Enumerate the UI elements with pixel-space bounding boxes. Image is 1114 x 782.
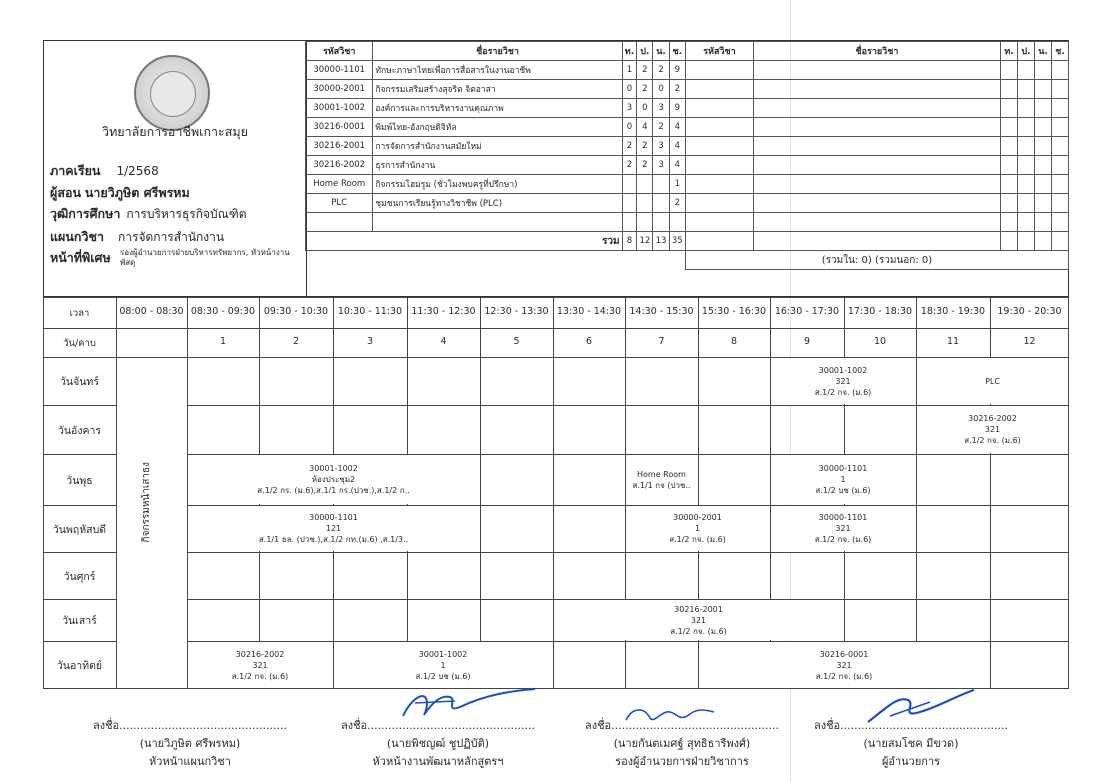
signer-name: (นายกันตเมศฐ์ สุทธิธารีพงศ์) xyxy=(613,737,751,750)
subject-p: 0 xyxy=(637,99,653,118)
period-number: 7 xyxy=(658,336,665,347)
day-label: วันเสาร์ xyxy=(62,615,97,627)
class-block-line: 30001-1002 xyxy=(818,365,868,375)
subject-code: 30216-0001 xyxy=(306,118,373,137)
signer-name: (นายพิชญฒ์ ชูปฏิบัติ) xyxy=(386,737,490,750)
empty-subject-row xyxy=(686,156,1069,175)
period-number: 6 xyxy=(585,336,593,347)
subject-c: 4 xyxy=(669,137,685,156)
class-block-line: ส.1/2 กจ. (ม.6) xyxy=(669,535,726,544)
sign-line: ลงชื่อ................................................ xyxy=(584,719,780,732)
subject-t: 3 xyxy=(622,99,637,118)
grid-line xyxy=(990,297,991,689)
subject-p: 2 xyxy=(637,156,653,175)
class-block-line: ส.1/1 กจ (ปวช.. xyxy=(632,480,691,490)
time-slot: 16:30 - 17:30 xyxy=(774,306,840,317)
total-row: รวม 8 12 13 35 xyxy=(306,232,686,251)
subject-c: 2 xyxy=(669,194,685,213)
grid-line xyxy=(116,297,117,689)
subject-p xyxy=(637,175,653,194)
signer-name: (นายสมโชค มีขวด) xyxy=(863,737,959,750)
empty-subject-row xyxy=(686,118,1069,137)
grid-line xyxy=(43,599,116,600)
term-value: 1/2568 xyxy=(116,164,159,178)
subject-name: พิมพ์ไทย-อังกฤษดิจิทัล xyxy=(373,118,622,137)
subject-t xyxy=(622,175,637,194)
duty-row: หน้าที่พิเศษ xyxy=(50,250,111,265)
class-block-line: 321 xyxy=(984,425,1001,434)
subject-name: ชุมชนการเรียนรู้ทางวิชาชีพ (PLC) xyxy=(373,194,622,213)
subject-c: 2 xyxy=(669,80,685,99)
class-block xyxy=(917,406,1068,453)
class-block-line: 321 xyxy=(690,615,707,625)
sign-line: ลงชื่อ................................................ xyxy=(92,719,288,732)
period-number: 4 xyxy=(440,336,447,347)
class-block-line: 30000-1101 xyxy=(818,464,868,473)
grid-line xyxy=(43,405,116,406)
class-block xyxy=(188,506,479,551)
time-slot: 19:30 - 20:30 xyxy=(997,306,1062,317)
empty-subject-row xyxy=(686,137,1069,156)
class-block-line: 321 xyxy=(252,660,268,670)
grid-line xyxy=(43,454,116,455)
subject-row xyxy=(306,156,686,175)
subject-p xyxy=(637,194,653,213)
subject-code: 30000-1101 xyxy=(306,61,373,80)
subject-name: ทักษะภาษาไทยเพื่อการสื่อสารในงานอาชีพ xyxy=(373,61,622,80)
class-block xyxy=(626,506,769,551)
grid-line xyxy=(43,641,116,642)
subject-name: ธุรการสำนักงาน xyxy=(373,156,622,175)
subject-name: กิจกรรมโฮมรูม (ชั่วโมงพบครูที่ปรึกษา) xyxy=(373,175,622,194)
class-block xyxy=(188,455,479,504)
class-block-line: ส.1/2 กร. (ม.6),ส.1/1 กร.(ปวช.),ส.1/2 ก.. xyxy=(257,486,410,495)
class-block-line: 321 xyxy=(836,660,852,670)
duty-value: รองผู้อำนวยการฝ่ายบริหารทรัพยากร, หัวหน้างานพัสดุ xyxy=(120,248,290,267)
subject-c: 4 xyxy=(669,118,685,137)
class-block xyxy=(188,642,332,688)
blank-row xyxy=(306,213,686,232)
class-block-line: 121 xyxy=(325,524,342,533)
teacher-info-panel xyxy=(44,41,307,296)
grid-line xyxy=(916,297,917,689)
class-block-line: ส.1/2 กจ. (ม.6) xyxy=(814,535,872,544)
time-label: เวลา xyxy=(69,308,90,319)
subject-t: 1 xyxy=(622,61,637,80)
signature-block-1 xyxy=(80,716,300,770)
subject-name: การจัดการสำนักงานสมัยใหม่ xyxy=(373,137,622,156)
subject-n: 3 xyxy=(653,156,669,175)
period-number: 12 xyxy=(1023,336,1036,347)
subject-p: 2 xyxy=(637,80,653,99)
grid-line xyxy=(1068,297,1069,689)
subject-code: 30216-2001 xyxy=(306,137,373,156)
grid-line xyxy=(43,552,116,553)
signer-role: รองผู้อำนวยการฝ่ายวิชาการ xyxy=(615,755,749,768)
class-block-line: ส.1/2 กจ. (ม.6) xyxy=(814,387,872,397)
period-number: 11 xyxy=(946,336,960,347)
signer-name: (นายวิภูษิต ศรีพรหม) xyxy=(139,737,241,750)
time-slot: 08:00 - 08:30 xyxy=(119,306,184,317)
subject-t: 2 xyxy=(622,156,637,175)
class-block-line: 30001-1002 xyxy=(418,649,468,659)
class-block-line: 30216-0001 xyxy=(819,649,869,659)
period-number: 10 xyxy=(873,336,887,347)
degree-value: การบริหารธุรกิจบัณฑิต xyxy=(126,207,247,221)
class-block-line: 1 xyxy=(440,660,446,670)
summary-row xyxy=(686,251,1069,270)
class-block xyxy=(771,358,915,404)
college-name: วิทยาลัยการอาชีพเกาะสมุย xyxy=(102,124,248,139)
subject-c: 9 xyxy=(669,99,685,118)
degree-row: วุฒิการศึกษา การบริหารธุรกิจบัณฑิต xyxy=(50,206,247,221)
dept-value: การจัดการสำนักงาน xyxy=(118,230,225,244)
summary-text: (รวมใน: 0) (รวมนอก: 0) xyxy=(686,251,1069,270)
time-slot: 10:30 - 11:30 xyxy=(337,306,403,317)
subject-name: กิจกรรมเสริมสร้างสุจริต จิตอาสา xyxy=(373,80,622,99)
period-number: 1 xyxy=(219,336,227,347)
class-block-line: 30216-2002 xyxy=(968,414,1017,423)
empty-subject-row xyxy=(686,61,1069,80)
time-slot: 08:30 - 09:30 xyxy=(190,306,256,317)
class-block-line: 30216-2001 xyxy=(674,604,723,614)
subject-row xyxy=(306,137,686,156)
empty-subject-row xyxy=(686,232,1069,251)
subject-t: 0 xyxy=(622,80,637,99)
subject-n: 0 xyxy=(653,80,669,99)
subjects-table xyxy=(305,41,686,251)
signer-role: หัวหน้าแผนกวิชา xyxy=(149,755,231,768)
class-block-line: 30001-1002 xyxy=(309,464,358,473)
period-number: 3 xyxy=(366,336,374,347)
subject-n xyxy=(653,194,669,213)
class-block-line: ส.1/2 บช (ม.6) xyxy=(415,671,471,681)
subject-t: 2 xyxy=(622,137,637,156)
class-block-line: ห้องประชุม2 xyxy=(311,475,356,484)
subject-row xyxy=(306,99,686,118)
class-block xyxy=(771,455,915,504)
empty-subject-row xyxy=(686,194,1069,213)
class-block-line: ส.1/2 กจ. (ม.6) xyxy=(231,671,289,681)
empty-subject-row xyxy=(686,99,1069,118)
empty-subject-row xyxy=(686,213,1069,232)
class-block-line: PLC xyxy=(985,376,1000,386)
class-block-line: 30000-1101 xyxy=(309,513,358,522)
class-block xyxy=(771,506,915,551)
subject-c: 9 xyxy=(669,61,685,80)
class-block-line: ส.1/1 ธล. (ปวช.),ส.1/2 กท.(ม.6) ,ส.1/3.. xyxy=(258,535,409,544)
handwritten-signature-icon xyxy=(395,683,545,728)
term-row: ภาคเรียน 1/2568 xyxy=(50,163,159,178)
homeroom-label: กิจกรรมหน้าเสาธง xyxy=(141,462,152,543)
subject-p: 2 xyxy=(637,137,653,156)
timetable xyxy=(43,297,1069,689)
class-block-line: 321 xyxy=(835,524,851,533)
class-block-line: 30000-2001 xyxy=(673,513,722,522)
subject-n xyxy=(653,175,669,194)
grid-line xyxy=(43,297,44,689)
subject-c: 4 xyxy=(669,156,685,175)
subject-n: 2 xyxy=(653,118,669,137)
signer-role: ผู้อำนวยการ xyxy=(881,755,941,768)
college-seal-icon xyxy=(134,55,210,131)
subject-c: 1 xyxy=(669,175,685,194)
day-label: วันจันทร์ xyxy=(60,376,99,388)
sign-line: ลงชื่อ................................................ xyxy=(813,719,1009,732)
class-block-line: 1 xyxy=(840,475,846,484)
teacher-row: ผู้สอน นายวิภูษิต ศรีพรหม xyxy=(50,185,190,200)
class-block-line: 321 xyxy=(835,376,851,386)
period-number: 5 xyxy=(513,336,520,347)
subject-name: องค์การและการบริหารงานคุณภาพ xyxy=(373,99,622,118)
class-block xyxy=(626,455,697,504)
class-block-line: 30000-1101 xyxy=(818,513,868,522)
subject-code: 30000-2001 xyxy=(306,80,373,99)
empty-subject-row xyxy=(686,175,1069,194)
handwritten-signature-icon xyxy=(860,688,980,730)
subject-row xyxy=(306,61,686,80)
time-slot: 15:30 - 16:30 xyxy=(701,306,767,317)
class-block-line: ส.1/2 กจ. (ม.6) xyxy=(670,626,727,636)
time-slot: 18:30 - 19:30 xyxy=(920,306,986,317)
subject-row xyxy=(306,194,686,213)
subject-t xyxy=(622,194,637,213)
handwritten-signature-icon xyxy=(620,700,720,730)
total-label: รวม xyxy=(306,232,623,251)
period-number: 8 xyxy=(730,336,738,347)
subjects-table-right xyxy=(685,41,1069,270)
class-block-line: 30216-2002 xyxy=(235,649,285,659)
class-block xyxy=(699,642,989,688)
subjects-header-row: รหัสวิชา ชื่อรายวิชา ท. ป. น. ช. xyxy=(306,42,686,61)
grid-line xyxy=(43,505,116,506)
subject-p: 2 xyxy=(637,61,653,80)
subject-p: 4 xyxy=(637,118,653,137)
class-block xyxy=(554,600,843,640)
day-label: วันศุกร์ xyxy=(63,570,96,583)
class-block-line: 1 xyxy=(694,524,701,533)
time-slot: 13:30 - 14:30 xyxy=(556,306,622,317)
sign-line: ลงชื่อ................................................ xyxy=(340,719,536,732)
class-block xyxy=(917,358,1068,404)
time-slot: 17:30 - 18:30 xyxy=(847,306,913,317)
subject-code: 30216-2002 xyxy=(306,156,373,175)
dept-row: แผนกวิชา การจัดการสำนักงาน xyxy=(50,229,225,244)
class-block xyxy=(334,642,552,688)
day-label: วันพุธ xyxy=(66,474,93,487)
teacher-name: นายวิภูษิต ศรีพรหม xyxy=(84,185,190,200)
day-label: วันพฤหัสบดี xyxy=(52,523,107,536)
period-number: 9 xyxy=(803,336,811,347)
subject-n: 2 xyxy=(653,61,669,80)
signer-role: หัวหน้างานพัฒนาหลักสูตรฯ xyxy=(372,755,504,768)
subject-code: PLC xyxy=(306,194,373,213)
time-slot: 14:30 - 15:30 xyxy=(629,306,694,317)
period-number: 2 xyxy=(292,336,300,347)
class-block-line: ส.1/2 บช (ม.6) xyxy=(815,486,871,495)
class-block-line: ส.1/2 กจ. (ม.6) xyxy=(815,671,873,681)
class-block-line: ส.1/2 กจ. (ม.6) xyxy=(964,436,1021,445)
subject-row xyxy=(306,118,686,137)
time-slot: 12:30 - 13:30 xyxy=(484,306,549,317)
day-label: วันอาทิตย์ xyxy=(56,660,103,672)
time-slot: 09:30 - 10:30 xyxy=(263,306,329,317)
empty-subject-row xyxy=(686,80,1069,99)
subject-n: 3 xyxy=(653,99,669,118)
subject-row xyxy=(306,80,686,99)
day-label: วันอังคาร xyxy=(57,424,102,437)
period-label: วัน/คาบ xyxy=(63,338,96,349)
subject-code: 30001-1002 xyxy=(306,99,373,118)
subject-row xyxy=(306,175,686,194)
subject-n: 3 xyxy=(653,137,669,156)
subject-code: Home Room xyxy=(306,175,373,194)
subject-t: 0 xyxy=(622,118,637,137)
time-slot: 11:30 - 12:30 xyxy=(411,306,476,317)
grid-line xyxy=(480,297,481,689)
subjects-right-header-row: รหัสวิชา ชื่อรายวิชา ท. ป. น. ช. xyxy=(686,42,1069,61)
grid-line xyxy=(187,552,1069,553)
class-block-line: Home Room xyxy=(637,469,686,479)
